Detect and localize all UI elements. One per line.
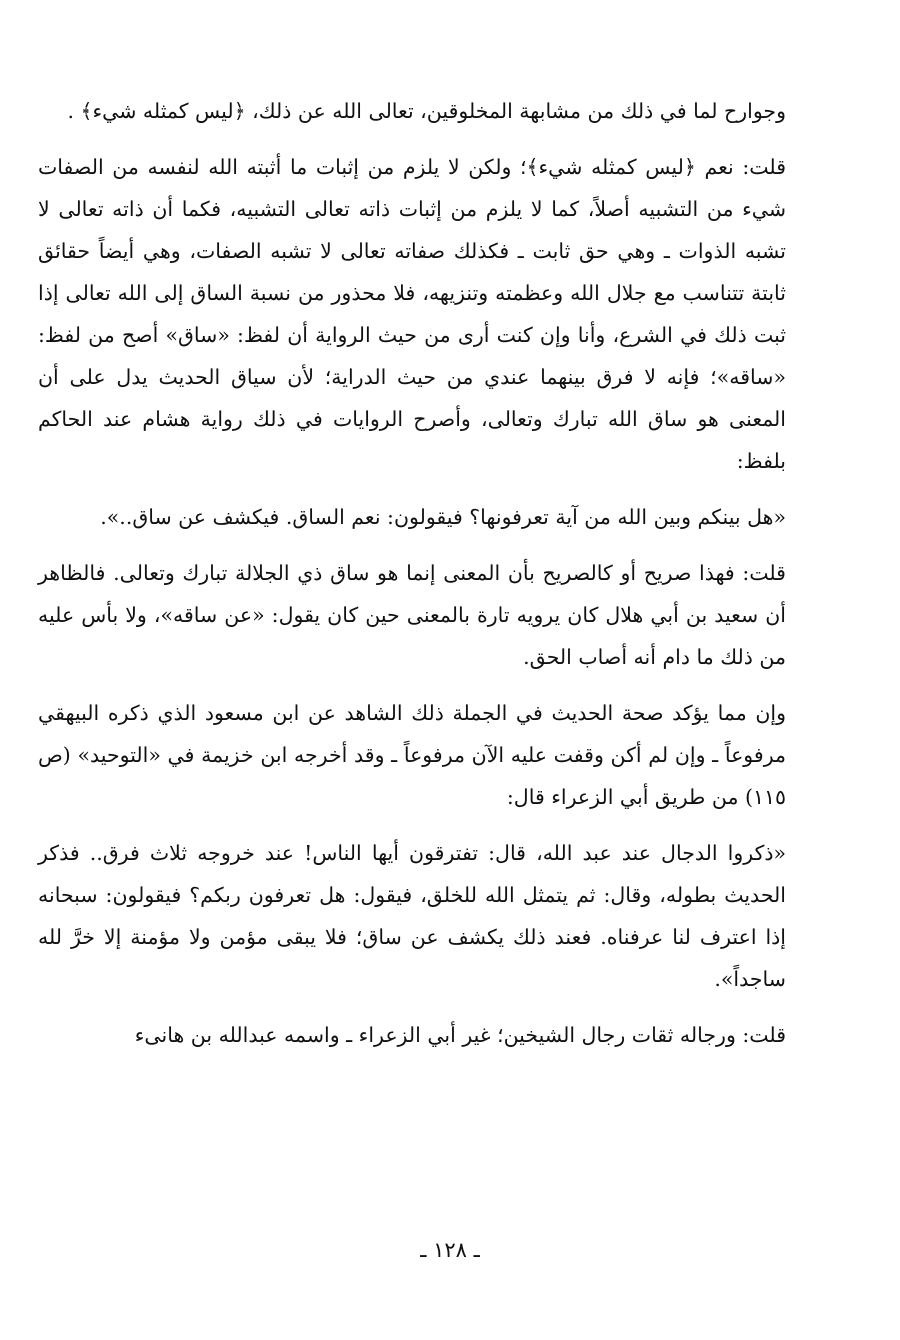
paragraph-3: «هل بينكم وبين الله من آية تعرفونها؟ فيقولون: نعم الساق. فيكشف عن ساق..». (100, 505, 786, 529)
paragraph-4: قلت: فهذا صريح أو كالصريح بأن المعنى إنما هو ساق ذي الجلالة تبارك وتعالى. فالظاهر أن سعيد بن أبي هلال كان يرويه تارة بالمعنى حين كان يقول: «عن ساقه»، ولا بأس عليه من ذلك ما دام أنه أصاب الحق. (38, 561, 786, 669)
paragraph-1: وجوارح لما في ذلك من مشابهة المخلوقين، تعالى الله عن ذلك، ﴿ليس كمثله شيء﴾ . (67, 99, 786, 123)
paragraph-2: قلت: نعم ﴿ليس كمثله شيء﴾؛ ولكن لا يلزم من إثبات ما أثبته الله لنفسه من الصفات شيء من التشبيه أصلاً، كما لا يلزم من إثبات ذاته تعالى التشبيه، فكما أن ذاته تعالى لا تشبه الذوات ـ وهي حق ثابت ـ فكذلك صفاته تعالى لا تشبه الصفات، وهي أيضاً حقائق ثابتة تتناسب مع جلال الله وعظمته وتنزيهه، فلا محذور من نسبة الساق إلى الله تعالى إذا ثبت ذلك في الشرع، وأنا وإن كنت أرى من حيث الرواية أن لفظ: «ساق» أصح من لفظ: «ساقه»؛ فإنه لا فرق بينهما عندي من حيث الدراية؛ لأن سياق الحديث يدل على أن المعنى هو ساق الله تبارك وتعالى، وأصرح الروايات في ذلك رواية هشام عند الحاكم بلفظ: (38, 155, 787, 473)
paragraph-5: وإن مما يؤكد صحة الحديث في الجملة ذلك الشاهد عن ابن مسعود الذي ذكره البيهقي مرفوعاً ـ وإن لم أكن وقفت عليه الآن مرفوعاً ـ وقد أخرجه ابن خزيمة في «التوحيد» (ص ١١٥) من طريق أبي الزعراء قال: (38, 701, 786, 809)
page-number: ـ ١٢٨ ـ (420, 1238, 480, 1262)
paragraph-7: قلت: ورجاله ثقات رجال الشيخين؛ غير أبي الزعراء ـ واسمه عبدالله بن هانىء (134, 1023, 786, 1047)
paragraph-6: «ذكروا الدجال عند عبد الله، قال: تفترقون أيها الناس! عند خروجه ثلاث فرق.. فذكر الحديث بطوله، وقال: ثم يتمثل الله للخلق، فيقول: هل تعرفون ربكم؟ فيقولون: سبحانه إذا اعترف لنا عرفناه. فعند ذلك يكشف عن ساق؛ فلا يبقى مؤمن ولا مؤمنة إلا خرَّ لله ساجداً». (38, 841, 786, 991)
page-body (38, 90, 786, 1070)
